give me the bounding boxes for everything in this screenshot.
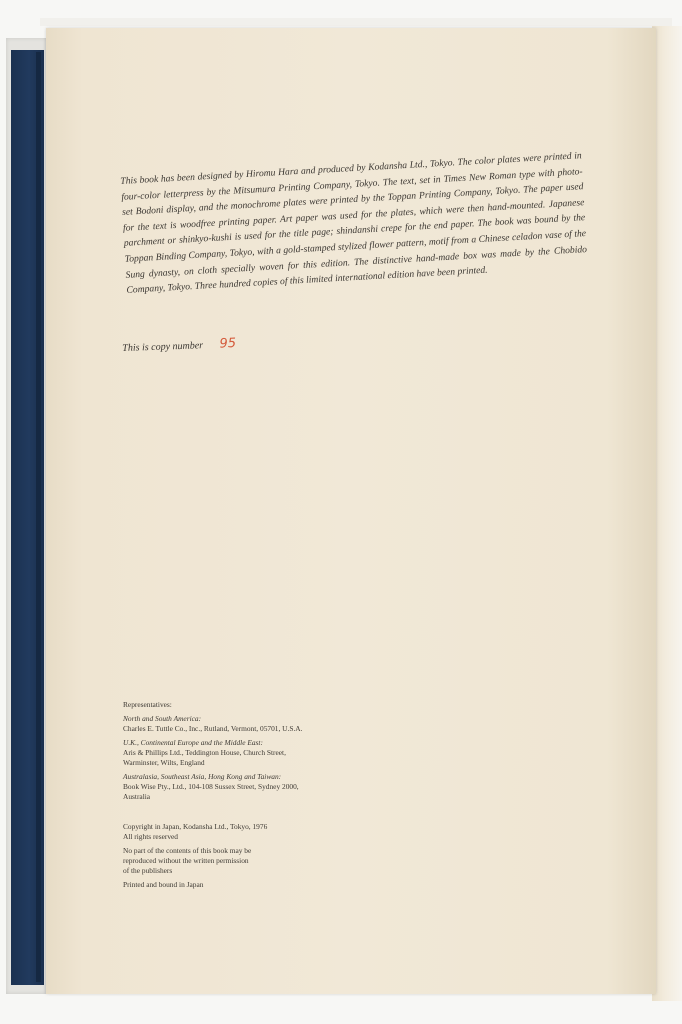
copyright-line: Copyright in Japan, Kodansha Ltd., Tokyo, 1976 bbox=[123, 822, 268, 831]
region-label: North and South America: bbox=[123, 714, 202, 723]
representative-address-line: Australia bbox=[123, 792, 151, 801]
region-label: Australasia, Southeast Asia, Hong Kong and Taiwan: bbox=[123, 772, 282, 781]
representative-address-line: Charles E. Tuttle Co., Inc., Rutland, Vermont, 05701, U.S.A. bbox=[123, 724, 303, 733]
region-label: U.K., Continental Europe and the Middle East: bbox=[123, 738, 263, 747]
rights-notice-line: No part of the contents of this book may be bbox=[123, 846, 252, 855]
rights-notice-line: reproduced without the written permission bbox=[123, 856, 249, 865]
rights-block bbox=[123, 822, 423, 890]
handwritten-copy-number: 95 bbox=[219, 336, 237, 352]
printed-in-line: Printed and bound in Japan bbox=[123, 880, 204, 889]
representatives-block bbox=[123, 700, 423, 802]
representative-address-line: Aris & Phillips Ltd., Teddington House, Church Street, bbox=[123, 748, 286, 757]
colophon-paragraph: This book has been designed by Hiromu Hara and produced by Kodansha Ltd., Tokyo. The color plates were printed in four-color letterpress by the Mitsumura Printing Company, Tokyo. The text, set in Times New Roman type with photo-set Bodoni display, and the monochrome plates were printed by the Toppan Printing Company, Tokyo. The paper used for the text is woodfree printing paper. Art paper was used for the plates, which were then hand-mounted. Japanese parchment or shinkyo-kushi is used for the title page; shindanshi crepe for the end paper. The book was bound by the Toppan Binding Company, Tokyo, with a gold-stamped stylized flower pattern, motif from a Chinese celadon vase of the Sung dynasty, on cloth specially woven for this edition. The distinctive hand-made box was made by the Chobido Company, Tokyo. Three hundred copies of this limited international edition have been printed. bbox=[120, 150, 588, 296]
spine-inner-strip bbox=[36, 52, 41, 982]
representative-address-line: Book Wise Pty., Ltd., 104-108 Sussex Street, Sydney 2000, bbox=[123, 782, 299, 791]
page-stack-edge bbox=[652, 26, 682, 1001]
copy-number-label: This is copy number bbox=[122, 340, 204, 354]
book-cover-top-edge bbox=[40, 18, 672, 26]
colophon-text-block bbox=[120, 148, 588, 298]
rights-reserved-line: All rights reserved bbox=[123, 832, 179, 841]
representative-address-line: Warminster, Wilts, England bbox=[123, 758, 205, 767]
rights-notice-line: of the publishers bbox=[123, 866, 173, 875]
representatives-heading: Representatives: bbox=[123, 700, 172, 709]
